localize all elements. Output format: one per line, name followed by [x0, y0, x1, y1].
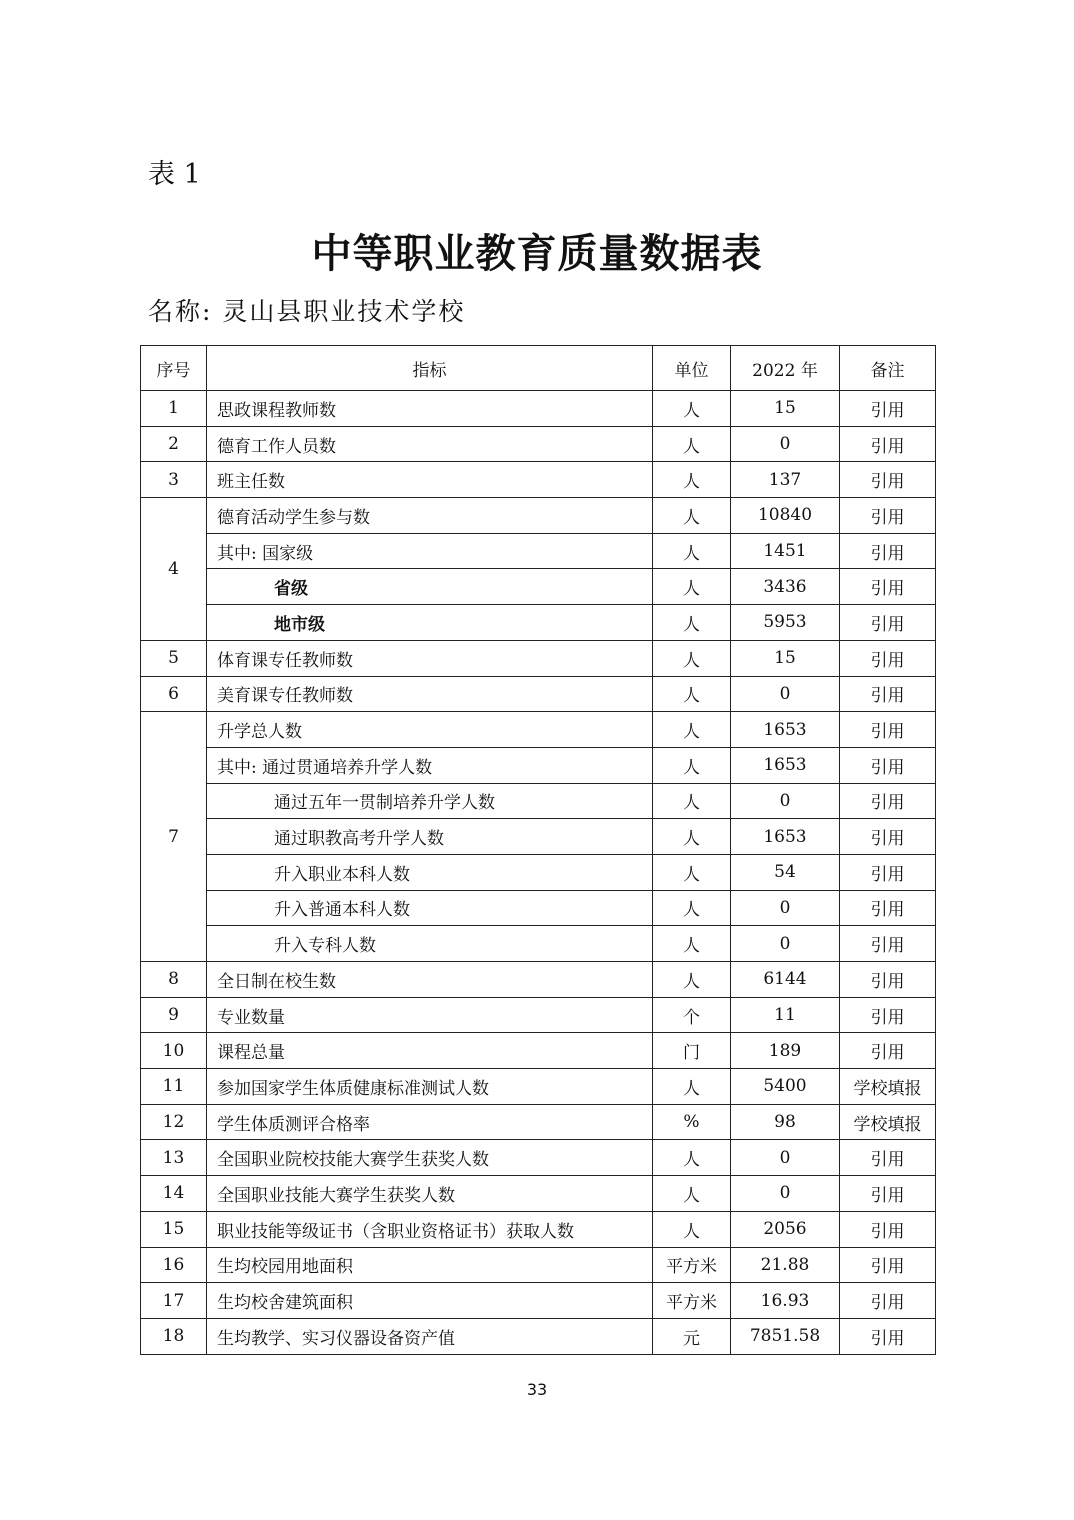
- row-value: 21.88: [731, 1247, 840, 1283]
- table-row: [141, 962, 936, 998]
- row-indicator: 学生体质测评合格率: [207, 1104, 653, 1140]
- row-value: 1653: [731, 819, 840, 855]
- table-row: [141, 854, 936, 890]
- row-value: 5400: [731, 1069, 840, 1105]
- row-unit: 门: [653, 1033, 731, 1069]
- row-unit: 个: [653, 997, 731, 1033]
- header-year: 2022 年: [731, 346, 840, 391]
- row-value: 0: [731, 926, 840, 962]
- row-note: 学校填报: [840, 1069, 936, 1105]
- row-unit: 人: [653, 605, 731, 641]
- row-value: 6144: [731, 962, 840, 998]
- row-indicator: 全日制在校生数: [207, 962, 653, 998]
- row-note: 引用: [840, 1176, 936, 1212]
- table-row: [141, 676, 936, 712]
- row-note: 引用: [840, 854, 936, 890]
- row-value: 137: [731, 462, 840, 498]
- row-no: 3: [141, 462, 207, 498]
- table-row: [141, 605, 936, 641]
- row-note: 引用: [840, 1283, 936, 1319]
- table-row: [141, 533, 936, 569]
- row-note: 引用: [840, 962, 936, 998]
- row-unit: 人: [653, 498, 731, 534]
- row-no: 4: [141, 498, 207, 641]
- table-row: [141, 426, 936, 462]
- row-note: 引用: [840, 890, 936, 926]
- row-indicator: 升入专科人数: [207, 926, 653, 962]
- table-row: [141, 819, 936, 855]
- row-no: 7: [141, 712, 207, 962]
- row-indicator: 美育课专任教师数: [207, 676, 653, 712]
- row-note: 引用: [840, 1140, 936, 1176]
- row-value: 11: [731, 997, 840, 1033]
- table-row: [141, 1033, 936, 1069]
- row-unit: 人: [653, 854, 731, 890]
- row-unit: 人: [653, 1069, 731, 1105]
- row-value: 16.93: [731, 1283, 840, 1319]
- row-unit: 人: [653, 890, 731, 926]
- row-indicator: 生均教学、实习仪器设备资产值: [207, 1318, 653, 1354]
- table-row: [141, 1283, 936, 1319]
- table-row: [141, 1318, 936, 1354]
- row-indicator: 全国职业院校技能大赛学生获奖人数: [207, 1140, 653, 1176]
- header-note: 备注: [840, 346, 936, 391]
- row-no: 12: [141, 1104, 207, 1140]
- row-value: 54: [731, 854, 840, 890]
- row-indicator: 地市级: [207, 605, 653, 641]
- row-note: 引用: [840, 712, 936, 748]
- row-indicator: 课程总量: [207, 1033, 653, 1069]
- row-indicator: 生均校舍建筑面积: [207, 1283, 653, 1319]
- row-unit: 人: [653, 1140, 731, 1176]
- row-value: 0: [731, 676, 840, 712]
- row-indicator: 职业技能等级证书（含职业资格证书）获取人数: [207, 1211, 653, 1247]
- row-unit: 元: [653, 1318, 731, 1354]
- row-unit: 人: [653, 712, 731, 748]
- row-note: 引用: [840, 819, 936, 855]
- row-indicator: 省级: [207, 569, 653, 605]
- table-row: [141, 640, 936, 676]
- row-indicator: 生均校园用地面积: [207, 1247, 653, 1283]
- row-value: 0: [731, 783, 840, 819]
- row-note: 引用: [840, 462, 936, 498]
- row-note: 引用: [840, 926, 936, 962]
- table-row: [141, 462, 936, 498]
- row-unit: 人: [653, 391, 731, 427]
- row-value: 0: [731, 890, 840, 926]
- row-note: 学校填报: [840, 1104, 936, 1140]
- row-unit: %: [653, 1104, 731, 1140]
- table-row: [141, 1069, 936, 1105]
- row-unit: 人: [653, 926, 731, 962]
- header-no: 序号: [141, 346, 207, 391]
- row-indicator: 通过职教高考升学人数: [207, 819, 653, 855]
- row-note: 引用: [840, 1247, 936, 1283]
- row-value: 15: [731, 640, 840, 676]
- table-header-row: [141, 346, 936, 391]
- table-row: [141, 498, 936, 534]
- table-row: [141, 712, 936, 748]
- row-value: 7851.58: [731, 1318, 840, 1354]
- row-value: 5953: [731, 605, 840, 641]
- row-indicator: 班主任数: [207, 462, 653, 498]
- row-no: 6: [141, 676, 207, 712]
- row-unit: 人: [653, 676, 731, 712]
- row-no: 9: [141, 997, 207, 1033]
- row-note: 引用: [840, 391, 936, 427]
- row-no: 11: [141, 1069, 207, 1105]
- row-note: 引用: [840, 676, 936, 712]
- table-row: [141, 890, 936, 926]
- row-note: 引用: [840, 569, 936, 605]
- table-row: [141, 997, 936, 1033]
- row-unit: 人: [653, 569, 731, 605]
- table-row: [141, 783, 936, 819]
- row-note: 引用: [840, 1211, 936, 1247]
- row-value: 15: [731, 391, 840, 427]
- row-unit: 平方米: [653, 1283, 731, 1319]
- page-title: 中等职业教育质量数据表: [311, 230, 763, 277]
- row-unit: 人: [653, 747, 731, 783]
- row-unit: 人: [653, 533, 731, 569]
- row-value: 0: [731, 426, 840, 462]
- row-unit: 人: [653, 783, 731, 819]
- row-value: 2056: [731, 1211, 840, 1247]
- row-indicator: 通过五年一贯制培养升学人数: [207, 783, 653, 819]
- row-no: 14: [141, 1176, 207, 1212]
- row-indicator: 升入普通本科人数: [207, 890, 653, 926]
- row-indicator: 升学总人数: [207, 712, 653, 748]
- row-note: 引用: [840, 783, 936, 819]
- row-no: 8: [141, 962, 207, 998]
- row-no: 1: [141, 391, 207, 427]
- table-row: [141, 1247, 936, 1283]
- row-indicator: 参加国家学生体质健康标准测试人数: [207, 1069, 653, 1105]
- table-row: [141, 926, 936, 962]
- row-unit: 平方米: [653, 1247, 731, 1283]
- row-indicator: 思政课程教师数: [207, 391, 653, 427]
- row-unit: 人: [653, 462, 731, 498]
- row-indicator: 升入职业本科人数: [207, 854, 653, 890]
- row-unit: 人: [653, 819, 731, 855]
- row-value: 0: [731, 1176, 840, 1212]
- table-row: [141, 1211, 936, 1247]
- row-note: 引用: [840, 498, 936, 534]
- row-indicator: 专业数量: [207, 997, 653, 1033]
- row-unit: 人: [653, 1176, 731, 1212]
- header-unit: 单位: [653, 346, 731, 391]
- row-value: 1451: [731, 533, 840, 569]
- row-value: 98: [731, 1104, 840, 1140]
- table-row: [141, 1176, 936, 1212]
- page-number: 33: [526, 1380, 548, 1399]
- row-note: 引用: [840, 747, 936, 783]
- row-unit: 人: [653, 426, 731, 462]
- row-value: 10840: [731, 498, 840, 534]
- row-indicator: 德育工作人员数: [207, 426, 653, 462]
- row-indicator: 全国职业技能大赛学生获奖人数: [207, 1176, 653, 1212]
- row-no: 2: [141, 426, 207, 462]
- row-no: 5: [141, 640, 207, 676]
- table-row: [141, 569, 936, 605]
- row-value: 3436: [731, 569, 840, 605]
- row-note: 引用: [840, 640, 936, 676]
- row-no: 10: [141, 1033, 207, 1069]
- row-value: 0: [731, 1140, 840, 1176]
- table-row: [141, 747, 936, 783]
- school-name: 名称: 灵山县职业技术学校: [148, 297, 466, 326]
- row-note: 引用: [840, 997, 936, 1033]
- row-value: 1653: [731, 747, 840, 783]
- row-value: 1653: [731, 712, 840, 748]
- row-note: 引用: [840, 1033, 936, 1069]
- row-value: 189: [731, 1033, 840, 1069]
- row-unit: 人: [653, 640, 731, 676]
- row-unit: 人: [653, 962, 731, 998]
- row-indicator: 其中: 通过贯通培养升学人数: [207, 747, 653, 783]
- row-indicator: 德育活动学生参与数: [207, 498, 653, 534]
- quality-data-table: [140, 345, 936, 1355]
- row-indicator: 体育课专任教师数: [207, 640, 653, 676]
- row-no: 17: [141, 1283, 207, 1319]
- row-no: 18: [141, 1318, 207, 1354]
- table-row: [141, 391, 936, 427]
- row-unit: 人: [653, 1211, 731, 1247]
- row-indicator: 其中: 国家级: [207, 533, 653, 569]
- row-note: 引用: [840, 605, 936, 641]
- row-no: 13: [141, 1140, 207, 1176]
- header-indicator: 指标: [207, 346, 653, 391]
- table-label: 表 1: [148, 159, 201, 190]
- row-note: 引用: [840, 533, 936, 569]
- row-no: 16: [141, 1247, 207, 1283]
- row-note: 引用: [840, 426, 936, 462]
- row-no: 15: [141, 1211, 207, 1247]
- table-row: [141, 1140, 936, 1176]
- row-note: 引用: [840, 1318, 936, 1354]
- table-row: [141, 1104, 936, 1140]
